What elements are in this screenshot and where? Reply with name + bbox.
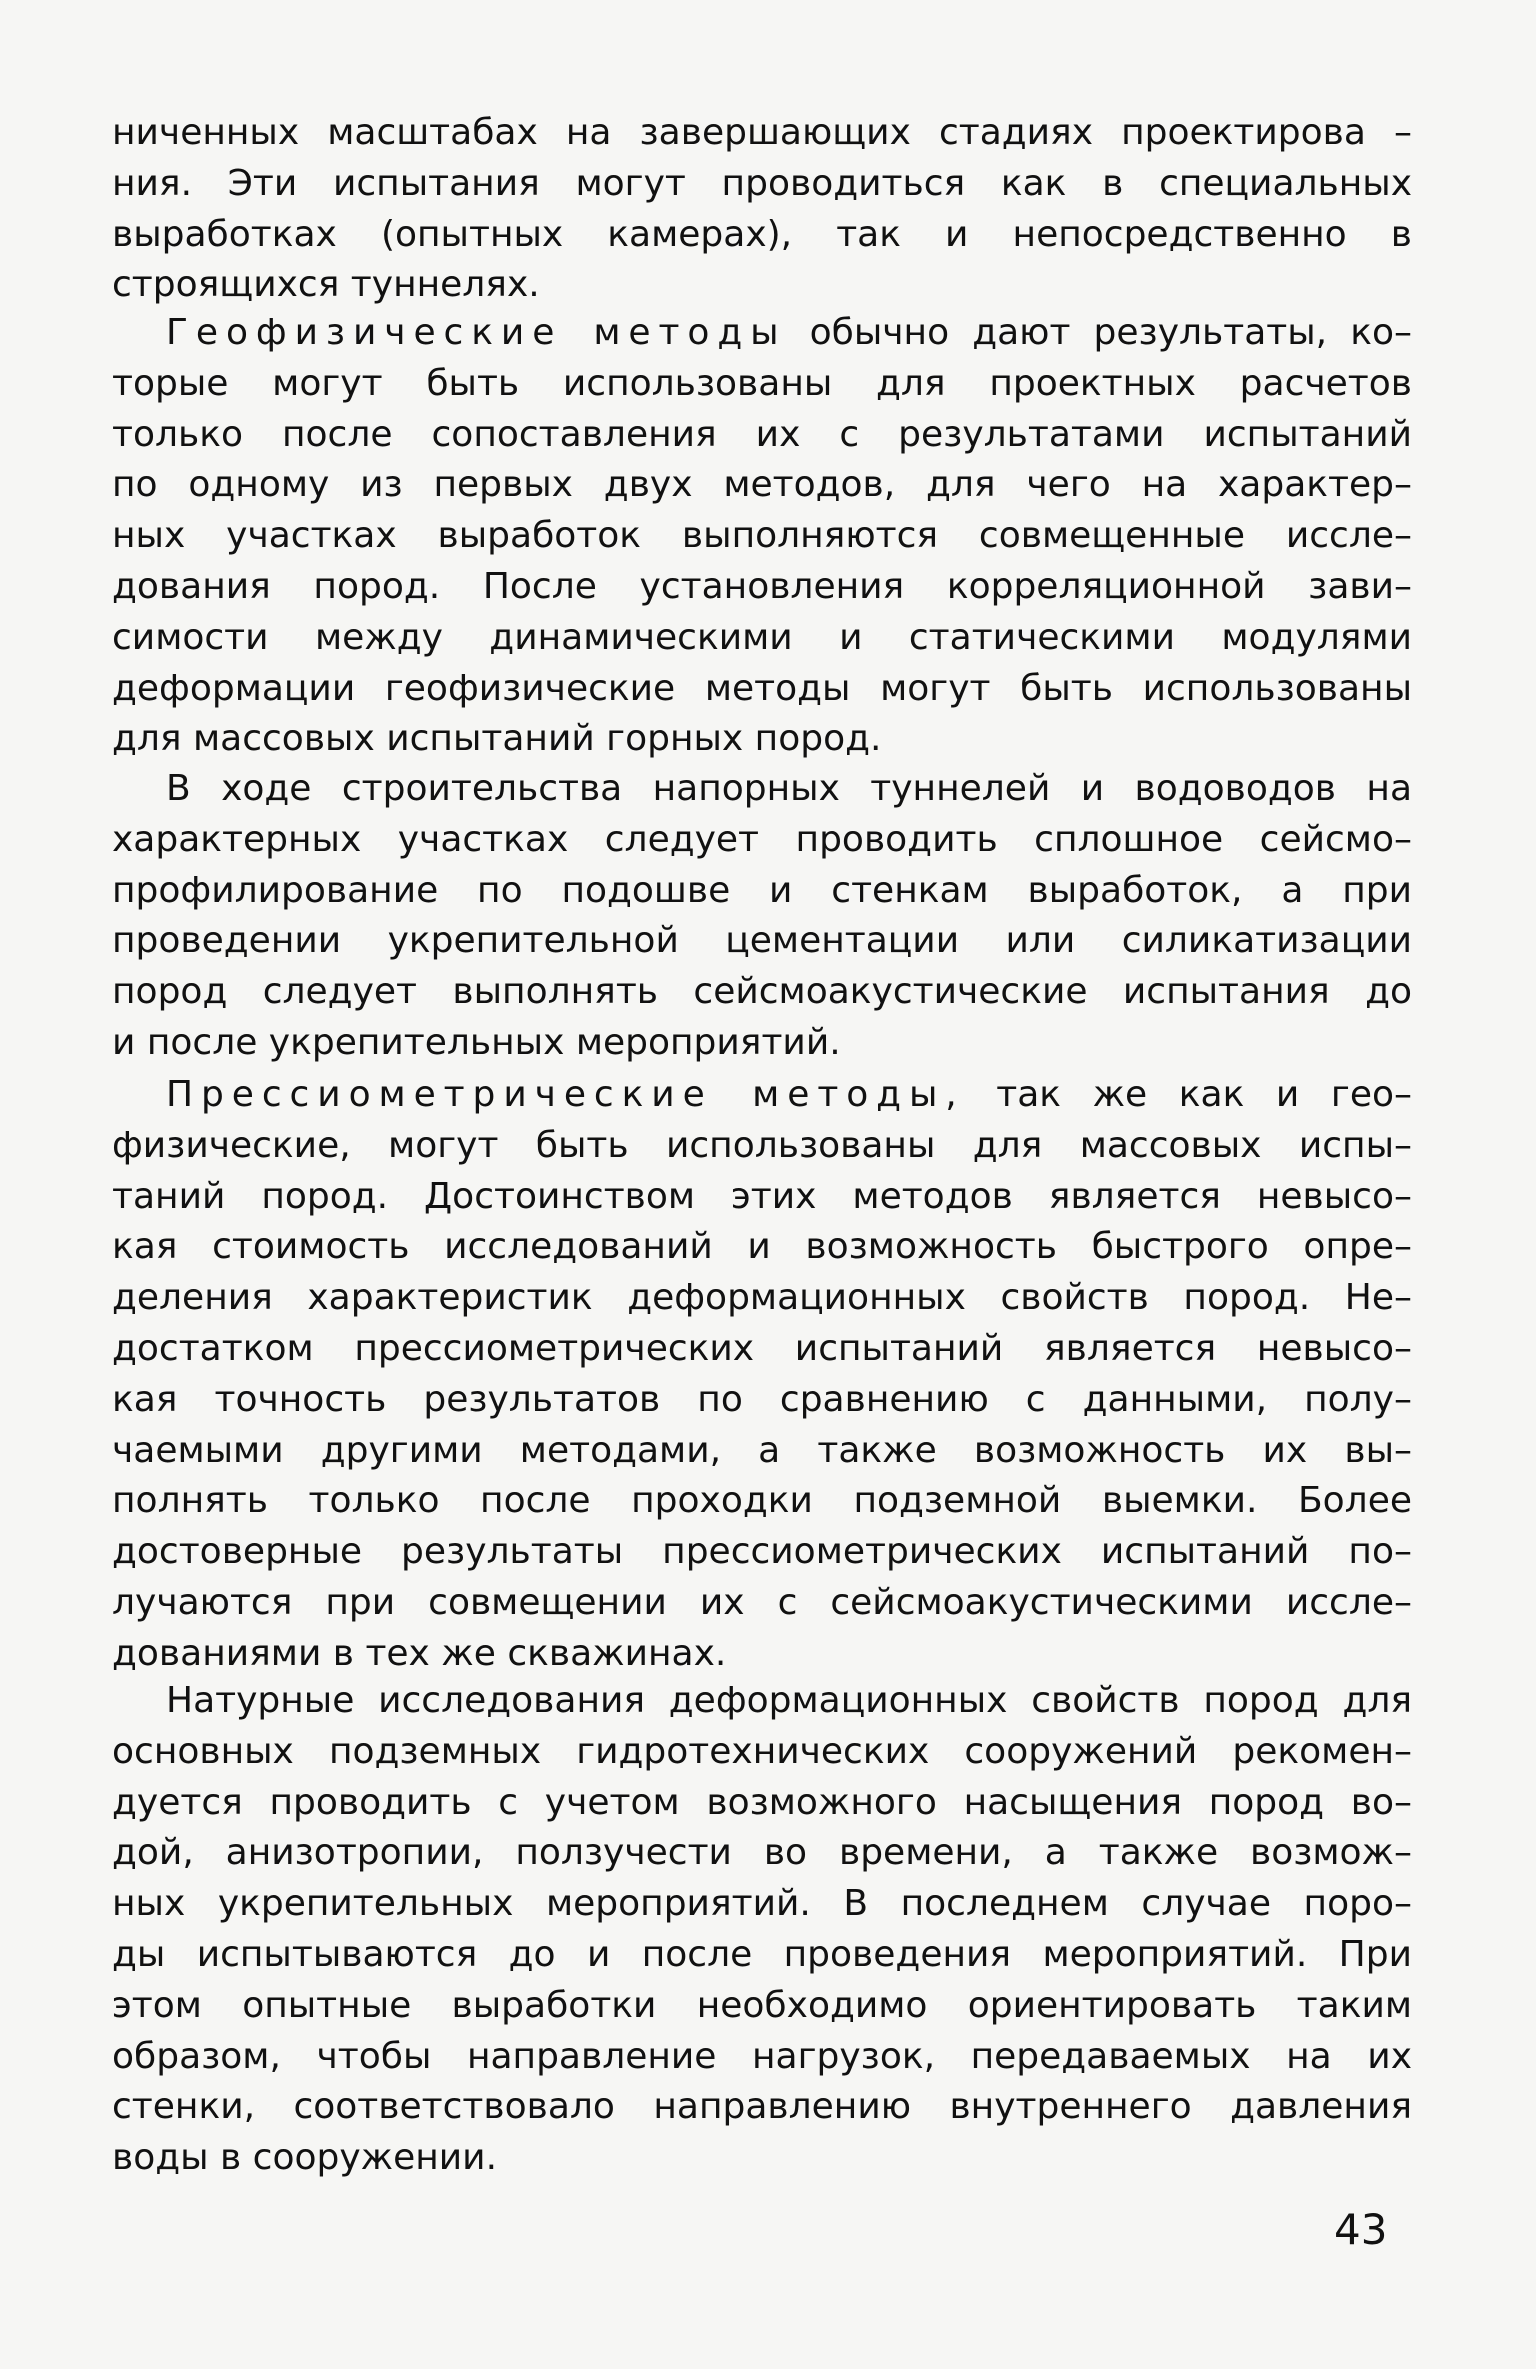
text-line: проведении укрепительной цементации или силикатизации xyxy=(112,920,1412,962)
text-line: для массовых испытаний горных пород. xyxy=(112,718,882,760)
text-line: физические, могут быть использованы для массовых испы– xyxy=(112,1124,1412,1166)
text-line: достатком прессиометрических испытаний является невысо– xyxy=(112,1327,1412,1369)
text-line: полнять только после проходки подземной выемки. Более xyxy=(112,1480,1412,1522)
text-line: только после сопоставления их с результатами испытаний xyxy=(112,413,1412,455)
text-line: стенки, соответствовало направлению внутреннего давления xyxy=(112,2086,1412,2128)
paragraph-5 xyxy=(112,1676,1412,2184)
text-line: ниченных масштабах на завершающих стадиях проектирова – xyxy=(112,112,1412,153)
text-line: профилирование по подошве и стенкам выработок, а при xyxy=(112,869,1412,911)
text-line: чаемыми другими методами, а также возможность их вы– xyxy=(112,1429,1412,1471)
text-line: ных укрепительных мероприятий. В последнем случае поро– xyxy=(112,1883,1412,1925)
text-line: воды в сооружении. xyxy=(112,2137,498,2179)
paragraph-2 xyxy=(112,308,1412,765)
text-line: этом опытные выработки необходимо ориентировать таким xyxy=(112,1984,1412,2026)
text-line: деформации геофизические методы могут быть использованы xyxy=(112,667,1412,709)
text-line: ных участках выработок выполняются совмещенные иссле– xyxy=(112,515,1412,557)
text-line-first: Прессиометрические методы, так же как и гео– xyxy=(166,1074,1412,1115)
text-line: пород следует выполнять сейсмоакустические испытания до xyxy=(112,971,1412,1013)
text-line: и после укрепительных мероприятий. xyxy=(112,1021,841,1063)
page-number: 43 xyxy=(1334,2205,1388,2254)
text-line: кая точность результатов по сравнению с данными, полу– xyxy=(112,1378,1412,1420)
paragraph-3 xyxy=(112,764,1412,1069)
text-line: дования пород. После установления корреляционной зави– xyxy=(112,565,1412,607)
text-line: образом, чтобы направление нагрузок, передаваемых на их xyxy=(112,2035,1412,2077)
text-line: строящихся туннелях. xyxy=(112,264,540,306)
text-line: основных подземных гидротехнических сооружений рекомен– xyxy=(112,1730,1412,1772)
text-line: ды испытываются до и после проведения мероприятий. При xyxy=(112,1933,1412,1975)
text-line: выработках (опытных камерах), так и непосредственно в xyxy=(112,213,1412,255)
text-line: ния. Эти испытания могут проводиться как в специальных xyxy=(112,162,1412,204)
spaced-term: Геофизические методы xyxy=(166,312,787,353)
text-line: дованиями в тех же скважинах. xyxy=(112,1632,727,1674)
text-line: В ходе строительства напорных туннелей и водоводов на xyxy=(166,768,1412,809)
text-line: дой, анизотропии, ползучести во времени, а также возмож– xyxy=(112,1832,1412,1874)
text-line: характерных участках следует проводить сплошное сейсмо– xyxy=(112,818,1412,860)
text-line: дуется проводить с учетом возможного насыщения пород во– xyxy=(112,1781,1412,1823)
text-line: деления характеристик деформационных свойств пород. Не– xyxy=(112,1277,1412,1319)
text-line: симости между динамическими и статическими модулями xyxy=(112,616,1412,658)
paragraph-1 xyxy=(112,108,1412,311)
text-line: торые могут быть использованы для проектных расчетов xyxy=(112,362,1412,404)
text-line: таний пород. Достоинством этих методов является невысо– xyxy=(112,1175,1412,1217)
text-line-first: Геофизические методы обычно дают результаты, ко– xyxy=(166,312,1412,353)
spaced-term: Прессиометрические методы, xyxy=(166,1074,965,1115)
text-line: кая стоимость исследований и возможность быстрого опре– xyxy=(112,1226,1412,1268)
text-line: по одному из первых двух методов, для чего на характер– xyxy=(112,464,1412,506)
text-line: Натурные исследования деформационных свойств пород для xyxy=(166,1680,1412,1721)
text-line: достоверные результаты прессиометрических испытаний по– xyxy=(112,1531,1412,1573)
paragraph-4 xyxy=(112,1070,1412,1680)
text-line: лучаются при совмещении их с сейсмоакустическими иссле– xyxy=(112,1581,1412,1623)
